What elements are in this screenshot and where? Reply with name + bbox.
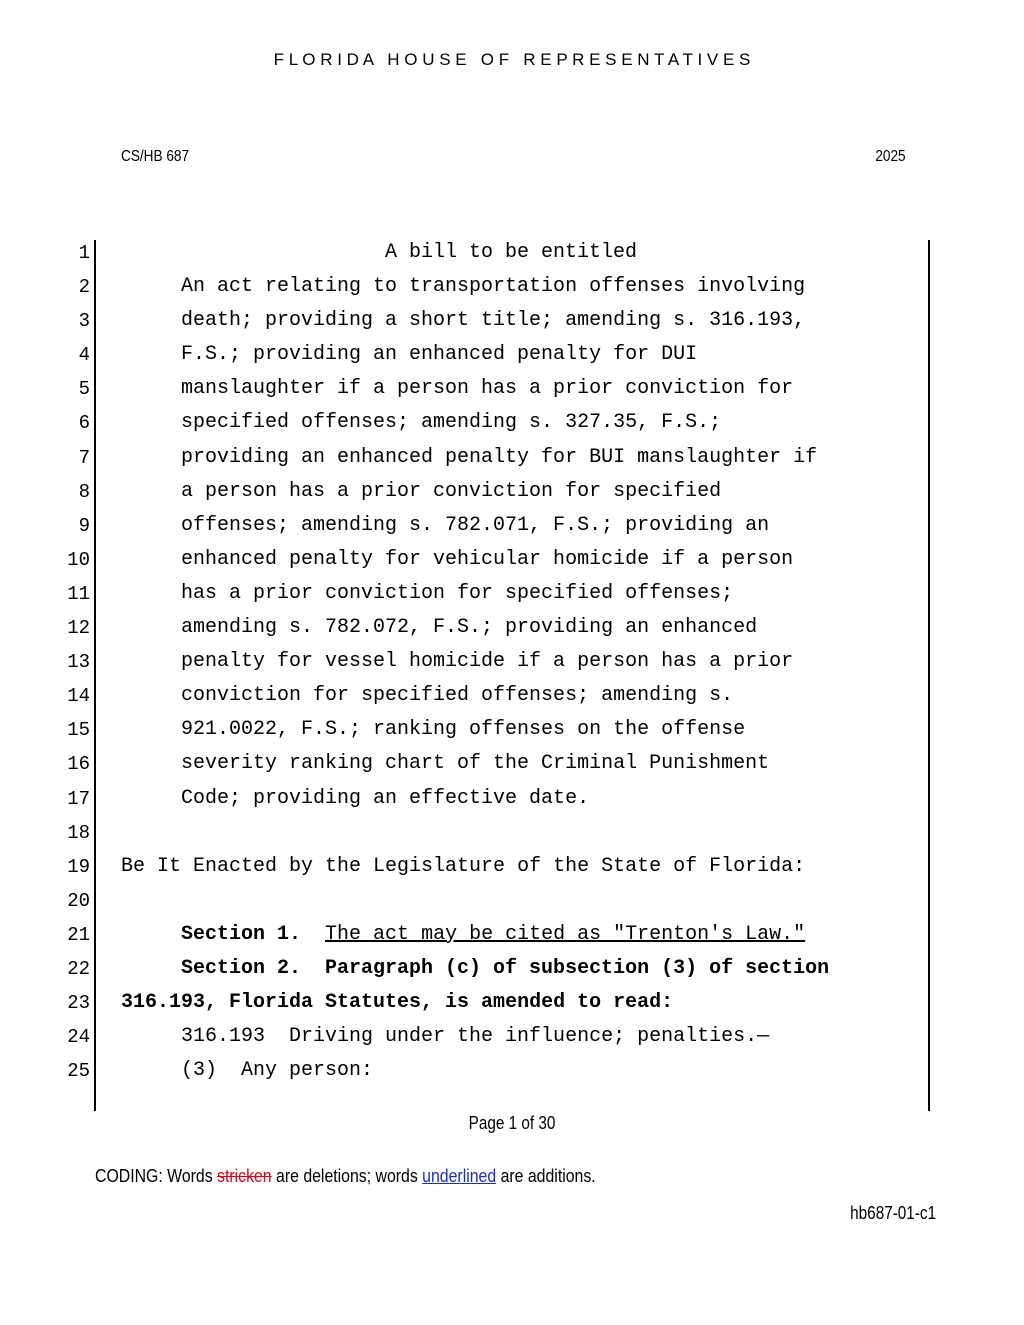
line-12 (0, 611, 1024, 645)
section-1 (181, 918, 805, 952)
line-11 (0, 577, 1024, 611)
line-22 (0, 952, 1024, 986)
line-number: 22 (67, 957, 90, 980)
line-number: 8 (78, 480, 90, 503)
line-number: 12 (67, 617, 90, 640)
line-number: 23 (67, 992, 90, 1015)
line-23 (0, 986, 1024, 1020)
line-17 (0, 782, 1024, 816)
line-text: severity ranking chart of the Criminal Punishment (181, 752, 770, 776)
line-25 (0, 1054, 1024, 1088)
line-number: 25 (67, 1060, 90, 1083)
line-text: death; providing a short title; amending s. 316.193, (181, 309, 806, 333)
line-text: Code; providing an effective date. (181, 786, 590, 810)
added-text: The act may be cited as "Trenton's Law." (325, 922, 806, 946)
bill-id: CS/HB 687 (121, 148, 190, 165)
line-9 (0, 509, 1024, 543)
line-number: 4 (78, 344, 90, 367)
line-text: offenses; amending s. 782.071, F.S.; providing an (181, 513, 770, 537)
line-number: 24 (67, 1026, 90, 1049)
line-6 (0, 406, 1024, 440)
line-text: a person has a prior conviction for specified (181, 479, 722, 503)
line-text: amending s. 782.072, F.S.; providing an enhanced (181, 616, 758, 640)
line-20 (0, 884, 1024, 918)
section-label: Section 1. (181, 922, 302, 946)
line-text: An act relating to transportation offenses involving (181, 275, 806, 299)
line-text: providing an enhanced penalty for BUI manslaughter if (181, 445, 818, 469)
bill-text (0, 236, 1024, 1088)
line-number: 16 (67, 753, 90, 776)
line-text: conviction for specified offenses; amending s. (181, 684, 734, 708)
line-number: 21 (67, 923, 90, 946)
line-number: 9 (78, 514, 90, 537)
line-13 (0, 645, 1024, 679)
line-1 (0, 236, 1024, 270)
line-text: F.S.; providing an enhanced penalty for DUI (181, 343, 698, 367)
line-number: 17 (67, 787, 90, 810)
line-number: 14 (67, 685, 90, 708)
line-16 (0, 747, 1024, 781)
document-id: hb687-01-c1 (850, 1203, 936, 1223)
line-number: 20 (67, 889, 90, 912)
line-4 (0, 338, 1024, 372)
line-number: 5 (78, 378, 90, 401)
line-24 (0, 1020, 1024, 1054)
line-number: 18 (67, 821, 90, 844)
line-21 (0, 918, 1024, 952)
line-number: 13 (67, 651, 90, 674)
underlined-example: underlined (422, 1166, 497, 1186)
line-7 (0, 441, 1024, 475)
line-number: 3 (78, 310, 90, 333)
section-2-heading: Section 2. Paragraph (c) of subsection (3) of section (181, 956, 830, 980)
line-number: 15 (67, 719, 90, 742)
enacting-clause: Be It Enacted by the Legislature of the State of Florida: (121, 854, 806, 878)
line-text: (3) Any person: (181, 1059, 374, 1083)
line-text: manslaughter if a person has a prior conviction for (181, 377, 794, 401)
bill-year: 2025 (875, 148, 906, 165)
line-number: 6 (78, 412, 90, 435)
section-2-heading-cont: 316.193, Florida Statutes, is amended to read: (121, 991, 674, 1015)
coding-legend: CODING: Words stricken are deletions; words underlined are additions. (95, 1166, 596, 1186)
chamber-banner: F L O R I D A H O U S E O F R E P R E S E N T A T I V E S (273, 50, 751, 69)
line-text: specified offenses; amending s. 327.35, F.S.; (181, 411, 722, 435)
line-text: has a prior conviction for specified offenses; (181, 581, 734, 605)
line-2 (0, 270, 1024, 304)
line-number: 1 (78, 242, 90, 264)
line-number: 19 (67, 855, 90, 878)
line-number: 10 (67, 548, 90, 571)
line-19 (0, 850, 1024, 884)
line-text: penalty for vessel homicide if a person has a prior (181, 650, 794, 674)
statute-catchline: 316.193 Driving under the influence; penalties.— (181, 1025, 770, 1049)
line-5 (0, 372, 1024, 406)
line-15 (0, 713, 1024, 747)
bill-title-heading: A bill to be entitled (385, 241, 638, 264)
line-number: 7 (78, 446, 90, 469)
line-18 (0, 816, 1024, 850)
line-number: 11 (67, 582, 90, 605)
stricken-example: stricken (217, 1166, 272, 1186)
line-text: 921.0022, F.S.; ranking offenses on the offense (181, 718, 746, 742)
page-number: Page 1 of 30 (468, 1113, 556, 1133)
line-14 (0, 679, 1024, 713)
line-10 (0, 543, 1024, 577)
line-text: enhanced penalty for vehicular homicide if a person (181, 547, 794, 571)
line-8 (0, 475, 1024, 509)
line-3 (0, 304, 1024, 338)
line-number: 2 (78, 276, 90, 299)
